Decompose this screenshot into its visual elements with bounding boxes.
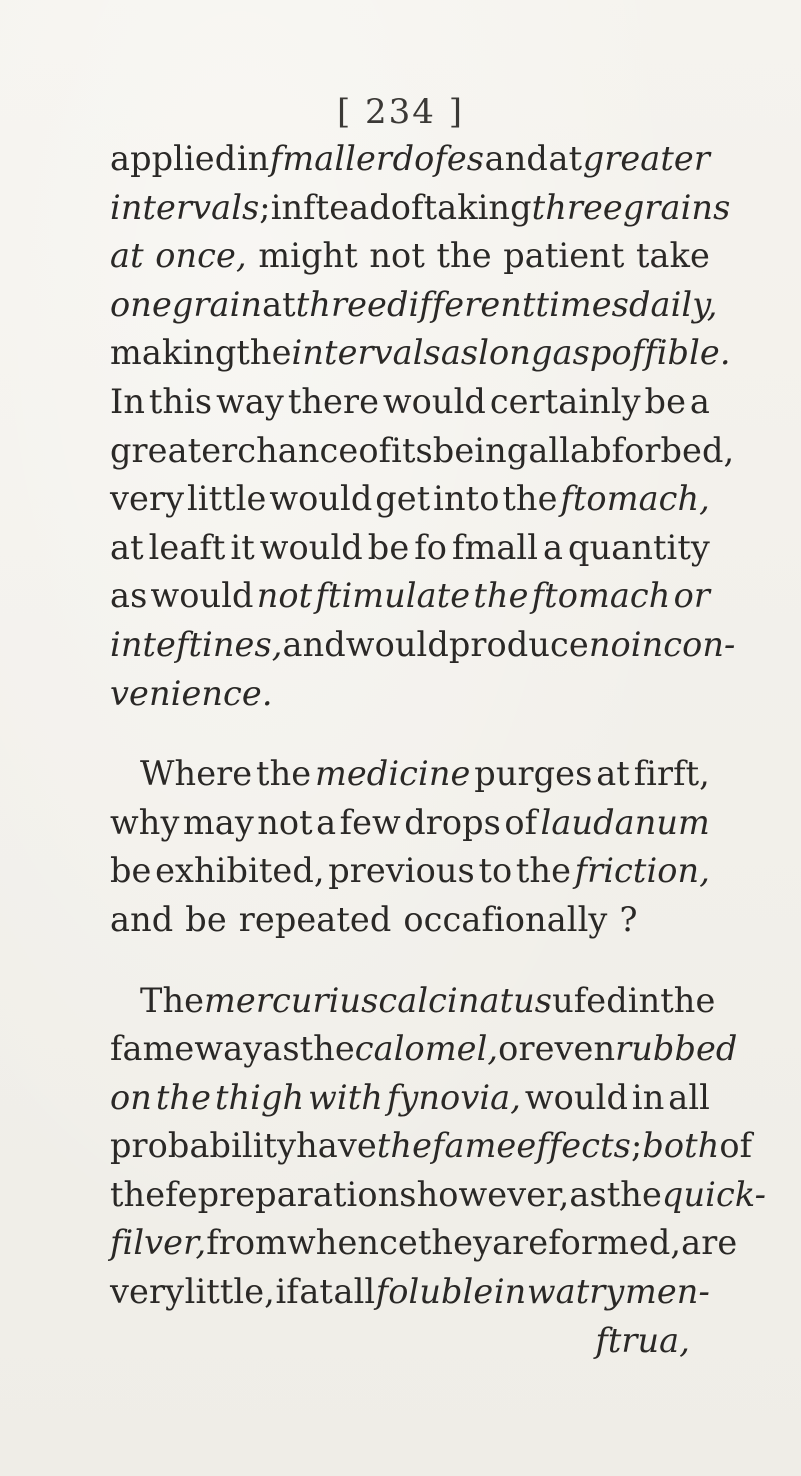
text-line (110, 232, 710, 281)
word: in (631, 1077, 665, 1117)
word: men- (625, 1272, 710, 1312)
word: greater (582, 139, 710, 178)
word: into (433, 479, 500, 519)
catchword-line (110, 1317, 710, 1366)
word: might (258, 236, 358, 276)
word: few (339, 802, 401, 842)
word: a (689, 381, 710, 421)
word: have (296, 1126, 377, 1166)
word: there (287, 381, 380, 421)
word: the (515, 851, 572, 891)
word: preparations (197, 1174, 417, 1214)
word: intervals (291, 333, 441, 373)
word: probability (110, 1126, 297, 1166)
word: a (316, 802, 337, 842)
word: previous (328, 851, 475, 891)
word: calcinatus (378, 980, 553, 1020)
word: ; (259, 187, 271, 227)
word: are (492, 1223, 549, 1263)
body-text (110, 135, 767, 1365)
text-line (110, 977, 716, 1026)
word: grains (622, 187, 731, 227)
word: quantity (568, 527, 710, 567)
word: at (262, 284, 296, 324)
word: quick- (661, 1174, 767, 1214)
word: it (230, 527, 255, 567)
word: exhibited, (155, 851, 325, 891)
word: at (110, 527, 144, 567)
word: from (206, 1223, 288, 1263)
word: fo (414, 527, 448, 567)
word: not (256, 576, 313, 616)
word: one (110, 284, 172, 324)
word: repeated (238, 899, 392, 939)
word: three (295, 284, 387, 324)
paragraph-gap (110, 718, 710, 750)
word: the (299, 1029, 355, 1069)
word: as (569, 1174, 607, 1214)
word: be (644, 381, 687, 421)
word: all (333, 1272, 376, 1312)
word: not (257, 802, 313, 842)
word: times (535, 284, 629, 324)
word: long (478, 333, 553, 373)
word: fynovia, (386, 1077, 521, 1117)
word: very (110, 1272, 185, 1312)
word: be (367, 527, 410, 567)
word: drops (404, 802, 501, 842)
text-line (110, 572, 710, 621)
word: The (140, 980, 205, 1020)
word: ftomach, (560, 479, 710, 519)
word: no (588, 624, 631, 664)
word: and (110, 899, 174, 939)
word: thefe (110, 1174, 198, 1214)
word: be (185, 899, 227, 939)
page-number: [ 234 ] (336, 92, 465, 132)
word: even (534, 1029, 616, 1069)
word: ftomach (531, 576, 671, 616)
word: medicine (315, 754, 471, 794)
text-line (110, 475, 710, 524)
catchword: ftrua, (595, 1320, 690, 1360)
word: ? (619, 899, 638, 939)
word: inftead (270, 187, 391, 227)
word: would (150, 576, 254, 616)
word: dofes (392, 139, 485, 178)
word: chance (237, 430, 359, 470)
word: ftimulate (315, 576, 471, 616)
word: incon- (630, 624, 736, 664)
word: may (182, 802, 254, 842)
word: and (282, 624, 346, 664)
paragraph (110, 977, 767, 1317)
word: making (110, 333, 237, 373)
text-line (110, 1171, 767, 1220)
word: would (259, 527, 363, 567)
word: with (308, 1077, 383, 1117)
word: the (236, 333, 292, 373)
word: laudanum (540, 802, 710, 842)
text-line (110, 184, 731, 233)
word: both (642, 1126, 720, 1166)
word: the (436, 236, 492, 276)
word: if (275, 1272, 299, 1312)
word: little (186, 479, 267, 519)
word: foluble (375, 1272, 494, 1312)
word: grain (171, 284, 263, 324)
word: all (668, 1077, 710, 1117)
word: would (269, 479, 373, 519)
word: watry (526, 1272, 625, 1312)
text-line (110, 847, 710, 896)
text-line (110, 670, 710, 719)
word: they (417, 1223, 493, 1263)
text-line (110, 1268, 710, 1317)
word: being (432, 430, 529, 470)
word: little, (184, 1272, 275, 1312)
word: be (110, 851, 152, 891)
word: leaft (148, 527, 226, 567)
word: of (719, 1126, 753, 1166)
word: to (478, 851, 513, 891)
word: applied (110, 139, 237, 178)
text-line (110, 1122, 753, 1171)
word: ufed (552, 980, 628, 1020)
word: calomel, (354, 1029, 499, 1069)
word: are (681, 1223, 738, 1263)
word: produce (448, 624, 589, 664)
word: whence (287, 1223, 418, 1263)
word: fame (110, 1029, 195, 1069)
text-line (110, 524, 710, 573)
word: three (531, 187, 623, 227)
word: mercurius (204, 980, 379, 1020)
word: take (636, 236, 710, 276)
word: the (660, 980, 716, 1020)
text-line (110, 378, 710, 427)
text-line (110, 329, 731, 378)
word: at (596, 754, 630, 794)
word: of (390, 187, 424, 227)
word: or (673, 576, 710, 616)
word: as (552, 333, 590, 373)
word: or (498, 1029, 535, 1069)
text-line (110, 1074, 710, 1123)
word: formed, (548, 1223, 682, 1263)
text-line (110, 281, 718, 330)
word: inteftines, (110, 624, 283, 664)
text-line (110, 427, 735, 476)
word: In (110, 381, 146, 421)
text-line (110, 750, 710, 799)
word: greater (110, 430, 238, 470)
word: a (543, 527, 564, 567)
word: occafionally (403, 899, 608, 939)
word: why (110, 802, 180, 842)
word: at (548, 139, 583, 178)
word: venience. (110, 673, 273, 713)
word: ; (630, 1126, 643, 1166)
word: in (627, 980, 661, 1020)
word: the (256, 754, 312, 794)
word: intervals (110, 187, 260, 227)
word: rubbed (615, 1029, 738, 1069)
word: would (345, 624, 449, 664)
word: in (236, 139, 270, 178)
word: at (110, 236, 144, 276)
word: friction, (574, 851, 710, 891)
word: would (382, 381, 486, 421)
text-line (110, 135, 710, 184)
word: all (528, 430, 571, 470)
word: way (194, 1029, 263, 1069)
word: fame (432, 1126, 517, 1166)
word: the (502, 479, 558, 519)
word: firft, (633, 754, 710, 794)
paragraph (110, 750, 710, 944)
word: effects (516, 1126, 631, 1166)
word: abforbed, (570, 430, 735, 470)
word: different (386, 284, 536, 324)
word: as (440, 333, 479, 373)
word: get (375, 479, 431, 519)
word: fmaller (269, 139, 392, 178)
word: the (155, 1077, 212, 1117)
word: and (484, 139, 548, 178)
word: very (110, 479, 185, 519)
word: this (148, 381, 213, 421)
word: of (504, 802, 538, 842)
text-line (110, 621, 736, 670)
word: the (376, 1126, 432, 1166)
word: certainly (489, 381, 641, 421)
word: would (524, 1077, 628, 1117)
word: its (391, 430, 433, 470)
word: purges (474, 754, 593, 794)
word: once, (155, 236, 247, 276)
word: way (216, 381, 284, 421)
word: filver, (110, 1223, 207, 1263)
word: as (262, 1029, 300, 1069)
word: however, (416, 1174, 570, 1214)
word: taking (423, 187, 532, 227)
word: on (110, 1077, 152, 1117)
word: as (110, 576, 148, 616)
word: daily, (628, 284, 718, 324)
word: fmall (451, 527, 539, 567)
text-line (110, 799, 710, 848)
word: Where (140, 754, 253, 794)
word: thigh (214, 1077, 305, 1117)
word: not (369, 236, 425, 276)
word: the (606, 1174, 662, 1214)
paragraph (110, 135, 736, 718)
word: the (473, 576, 529, 616)
word: in (493, 1272, 527, 1312)
word: of (358, 430, 392, 470)
text-line (110, 896, 710, 945)
text-line (110, 1025, 738, 1074)
word: at (299, 1272, 333, 1312)
paragraph-gap (110, 945, 710, 977)
word: poffible. (589, 333, 731, 373)
word: patient (503, 236, 625, 276)
text-line (110, 1219, 738, 1268)
